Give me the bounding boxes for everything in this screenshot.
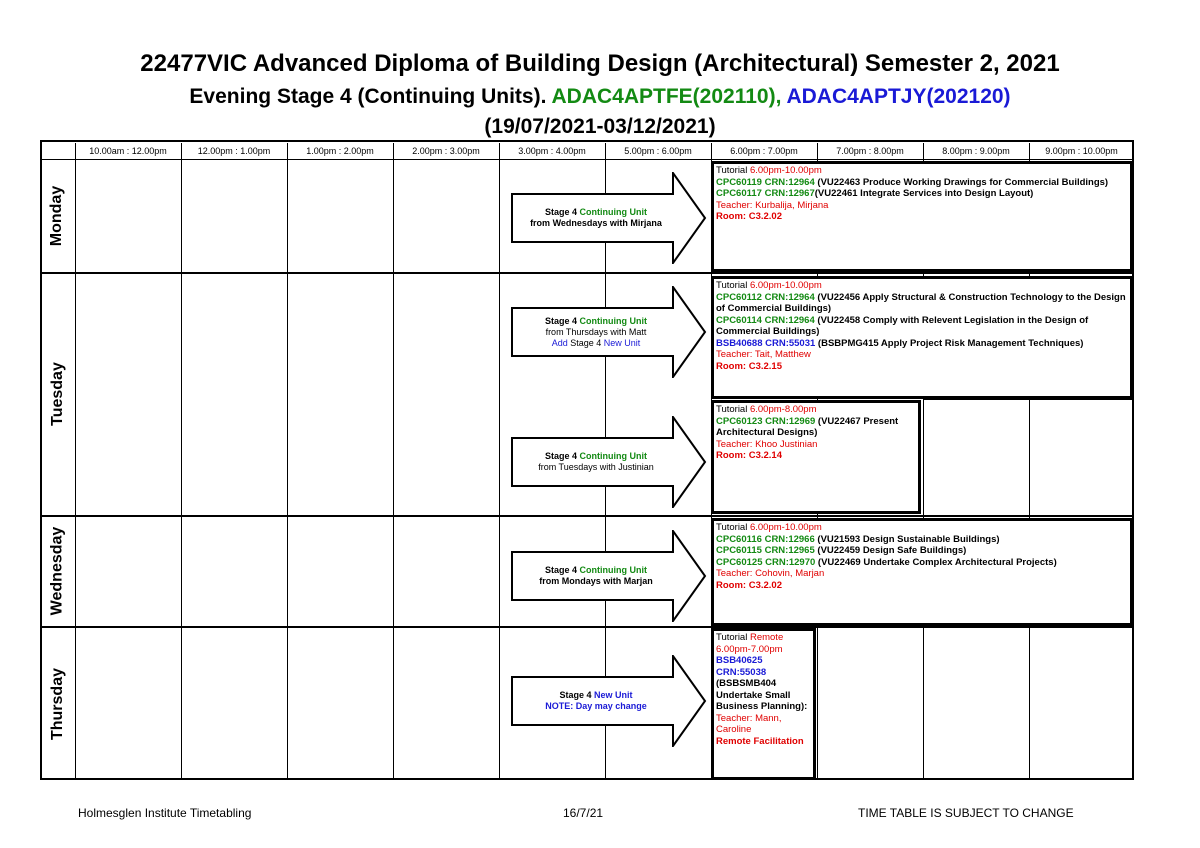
page-title: 22477VIC Advanced Diploma of Building Design (Architectural) Semester 2, 2021 — [140, 50, 1060, 77]
arrow-text — [515, 286, 677, 378]
time-slot-header: 9.00pm : 10.00pm — [1045, 146, 1118, 156]
time-slot-header: 6.00pm : 7.00pm — [730, 146, 798, 156]
day-label-text: Monday — [48, 185, 66, 246]
room-number: Room: C3.2.02 — [716, 211, 782, 222]
session-tuesday-1 — [711, 276, 1133, 399]
arrow-text — [515, 530, 677, 622]
day-label-text: Wednesday — [48, 526, 66, 616]
time-slot-header: 1.00pm : 2.00pm — [306, 146, 374, 156]
day-label-text: Thursday — [48, 667, 66, 740]
time-slot-header: 10.00am : 12.00pm — [89, 146, 167, 156]
arrow-line: Stage 4 — [567, 337, 604, 348]
unit-code: CPC60116 CRN:12966 — [716, 533, 815, 545]
unit-code: CPC60125 CRN:12970 — [716, 556, 816, 568]
row-divider — [40, 626, 1134, 628]
unit-title: (VU22469 Undertake Complex Architectural Projects) — [815, 556, 1057, 568]
teacher-name: Teacher: Kurbalija, Mirjana — [716, 199, 829, 211]
unit-title: (VU22463 Produce Working Drawings for Commercial Buildings) — [814, 176, 1109, 188]
footer-date: 16/7/21 — [563, 806, 604, 820]
new-unit-label: New Unit — [603, 337, 641, 348]
day-label-tuesday — [40, 273, 75, 515]
unit-code: BSB40625 — [716, 655, 763, 666]
room-number: Remote Facilitation — [716, 735, 804, 747]
arrow-line: from Thursdays with Matt — [545, 326, 647, 337]
unit-title: (BSBPMG415 Apply Project Risk Management Techniques) — [815, 337, 1084, 349]
arrow-text — [515, 172, 677, 264]
session-wednesday — [711, 518, 1133, 626]
room-number: Room: C3.2.15 — [716, 360, 782, 372]
session-time: 6.00pm-7.00pm — [716, 643, 783, 655]
arrow-line: Stage 4 — [545, 207, 580, 217]
session-tuesday-2 — [711, 400, 921, 514]
arrow-callout-thursday — [511, 655, 707, 747]
grid-line — [181, 143, 182, 779]
unit-code: BSB40688 CRN:55031 — [716, 337, 816, 349]
session-time: 6.00pm-10.00pm — [749, 522, 822, 533]
page-subtitle — [0, 85, 1200, 109]
header-divider — [40, 159, 1134, 160]
grid-line — [287, 143, 288, 779]
arrow-line: Stage 4 — [545, 451, 580, 461]
arrow-text — [515, 655, 677, 747]
room-number: Room: C3.2.02 — [716, 579, 782, 591]
unit-crn: CRN:55038 — [716, 666, 767, 678]
arrow-callout-wednesday — [511, 530, 707, 622]
row-divider — [40, 272, 1134, 274]
session-thursday — [711, 628, 816, 780]
arrow-line: Stage 4 — [545, 565, 580, 575]
arrow-callout-monday — [511, 172, 707, 264]
add-label: Add — [551, 337, 568, 348]
session-time: 6.00pm-10.00pm — [749, 280, 822, 291]
continuing-unit-label: Continuing Unit — [579, 315, 647, 326]
unit-title: (VU22458 Comply with Relevent Legislation in the Design of Commercial Buildings) — [716, 314, 1089, 337]
day-label-wednesday — [40, 516, 75, 626]
session-monday — [711, 161, 1133, 272]
arrow-text — [515, 416, 677, 508]
session-time: 6.00pm-8.00pm — [749, 404, 817, 415]
unit-title: (VU22456 Apply Structural & Construction Technology to the Design of Commercial Buildings) — [716, 291, 1126, 314]
arrow-line: from Tuesdays with Justinian — [538, 462, 654, 472]
time-slot-header: 7.00pm : 8.00pm — [836, 146, 904, 156]
arrow-line: from Mondays with Marjan — [539, 576, 653, 586]
grid-line — [923, 399, 1134, 400]
time-slot-header: 5.00pm : 6.00pm — [624, 146, 692, 156]
course-code-blue: ADAC4APTJY(202120) — [781, 85, 1011, 108]
date-range: (19/07/2021-03/12/2021) — [484, 115, 716, 138]
arrow-callout-tuesday-2 — [511, 416, 707, 508]
time-slot-header: 12.00pm : 1.00pm — [197, 146, 271, 156]
subtitle-prefix: Evening Stage 4 (Continuing Units). — [189, 85, 552, 108]
unit-code: CPC60117 CRN:12967 — [716, 188, 815, 199]
tutorial-label: Tutorial — [716, 165, 750, 176]
tutorial-label: Tutorial — [716, 522, 750, 533]
unit-code: CPC60115 CRN:12965 — [716, 545, 815, 556]
unit-title: (VU21593 Design Sustainable Buildings) — [814, 533, 1000, 545]
day-label-monday — [40, 159, 75, 272]
unit-title: (BSBSMB404 Undertake Small Business Planning): — [716, 678, 808, 712]
new-unit-label: New Unit — [594, 690, 633, 700]
unit-title: (VU22461 Integrate Services into Design Layout) — [814, 188, 1034, 199]
room-number: Room: C3.2.14 — [716, 450, 782, 461]
grid-line — [75, 143, 76, 779]
row-divider — [40, 515, 1134, 517]
day-label-thursday — [40, 627, 75, 780]
remote-label: Remote — [749, 632, 784, 643]
arrow-line: Stage 4 — [559, 690, 594, 700]
time-slot-header: 2.00pm : 3.00pm — [412, 146, 480, 156]
unit-title: (VU22467 Present Architectural Designs) — [716, 415, 899, 438]
arrow-callout-tuesday-1 — [511, 286, 707, 378]
grid-line — [393, 143, 394, 779]
unit-code: CPC60114 CRN:12964 — [716, 314, 815, 326]
teacher-name: Teacher: Tait, Matthew — [716, 349, 811, 360]
footer-institute: Holmesglen Institute Timetabling — [78, 806, 252, 820]
unit-code: CPC60119 CRN:12964 — [716, 176, 815, 188]
day-change-note: NOTE: Day may change — [545, 701, 647, 711]
continuing-unit-label: Continuing Unit — [579, 207, 647, 217]
tutorial-label: Tutorial — [716, 632, 750, 643]
footer-notice: TIME TABLE IS SUBJECT TO CHANGE — [858, 806, 1074, 820]
continuing-unit-label: Continuing Unit — [579, 451, 647, 461]
session-time: 6.00pm-10.00pm — [749, 165, 822, 176]
unit-code: CPC60123 CRN:12969 — [716, 415, 816, 427]
teacher-name: Teacher: Khoo Justinian — [716, 438, 818, 450]
continuing-unit-label: Continuing Unit — [579, 565, 647, 575]
tutorial-label: Tutorial — [716, 280, 750, 291]
course-code-green: ADAC4APTFE(202110), — [551, 85, 782, 108]
tutorial-label: Tutorial — [716, 404, 750, 415]
teacher-name: Teacher: Mann, Caroline — [716, 712, 782, 735]
arrow-line: Stage 4 — [545, 315, 580, 326]
arrow-line: from Wednesdays with Mirjana — [530, 218, 662, 228]
unit-title: (VU22459 Design Safe Buildings) — [814, 545, 967, 556]
teacher-name: Teacher: Cohovin, Marjan — [716, 568, 825, 579]
day-label-text: Tuesday — [48, 362, 66, 426]
time-slot-header: 3.00pm : 4.00pm — [518, 146, 586, 156]
time-slot-header: 8.00pm : 9.00pm — [942, 146, 1010, 156]
unit-code: CPC60112 CRN:12964 — [716, 291, 815, 303]
grid-line — [499, 143, 500, 779]
